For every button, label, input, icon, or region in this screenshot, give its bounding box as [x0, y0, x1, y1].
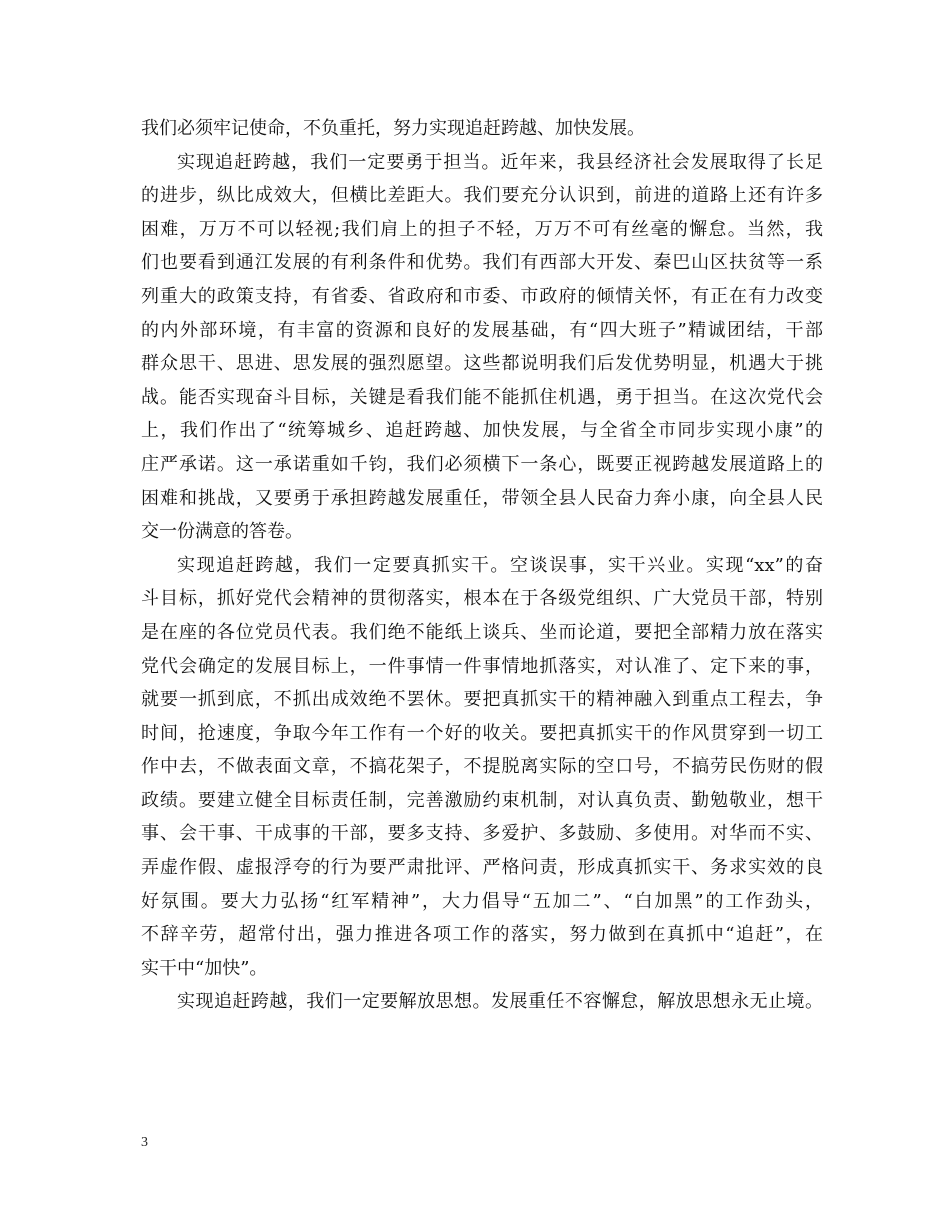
text-line: 是在座的各位党员代表。我们绝不能纸上谈兵、坐而论道，要把全部精力放在落实 [141, 621, 823, 643]
text-line: 实干中“加快”。 [141, 957, 268, 979]
text-line: 事、会干事、干成事的干部，要多支持、多爱护、多鼓励、多使用。对华而不实、 [141, 823, 823, 845]
text-line: 斗目标，抓好党代会精神的贯彻落实，根本在于各级党组织、广大党员干部，特别 [141, 588, 823, 610]
text-line: 们也要看到通江发展的有利条件和优势。我们有西部大开发、秦巴山区扶贫等一系 [141, 252, 823, 274]
text-line: 弄虚作假、虚报浮夸的行为要严肃批评、严格问责，形成真抓实干、务求实效的良 [141, 857, 823, 879]
text-line: 不辞辛劳，超常付出，强力推进各项工作的落实，努力做到在真抓中“追赶”，在 [141, 924, 823, 946]
text-line: 作中去，不做表面文章，不搞花架子，不提脱离实际的空口号，不搞劳民伤财的假 [141, 756, 823, 778]
document-body [141, 112, 823, 1019]
text-line: 战。能否实现奋斗目标，关键是看我们能不能抓住机遇，勇于担当。在这次党代会 [141, 386, 823, 408]
text-line: 困难，万万不可以轻视;我们肩上的担子不轻，万万不可有丝毫的懈怠。当然，我 [141, 218, 823, 240]
text-line: 就要一抓到底，不抓出成效绝不罢休。要把真抓实干的精神融入到重点工程去，争 [141, 689, 823, 711]
text-line: 庄严承诺。这一承诺重如千钧，我们必须横下一条心，既要正视跨越发展道路上的 [141, 453, 823, 475]
text-line: 上，我们作出了“统筹城乡、追赶跨越、加快发展，与全省全市同步实现小康”的 [141, 420, 823, 442]
page-number: 3 [141, 1135, 148, 1150]
text-line: 实现追赶跨越，我们一定要真抓实干。空谈误事，实干兴业。实现“xx”的奋 [177, 554, 823, 576]
text-line: 我们必须牢记使命，不负重托，努力实现追赶跨越、加快发展。 [141, 118, 645, 139]
text-line: 群众思干、思进、思发展的强烈愿望。这些都说明我们后发优势明显，机遇大于挑 [141, 353, 823, 375]
text-line: 政绩。要建立健全目标责任制，完善激励约束机制，对认真负责、勤勉敬业，想干 [141, 789, 823, 811]
text-line: 实现追赶跨越，我们一定要解放思想。发展重任不容懈怠，解放思想永无止境。 [177, 991, 823, 1013]
text-line: 交一份满意的答卷。 [141, 521, 303, 543]
text-line: 的内外部环境，有丰富的资源和良好的发展基础，有“四大班子”精诚团结，干部 [141, 319, 823, 341]
text-line: 困难和挑战，又要勇于承担跨越发展重任，带领全县人民奋力奔小康，向全县人民 [141, 487, 823, 509]
text-line: 的进步，纵比成效大，但横比差距大。我们要充分认识到，前进的道路上还有许多 [141, 185, 823, 207]
text-line: 时间，抢速度，争取今年工作有一个好的收关。要把真抓实干的作风贯穿到一切工 [141, 722, 823, 744]
text-line: 好氛围。要大力弘扬“红军精神”，大力倡导“五加二”、“白加黑”的工作劲头， [141, 890, 823, 912]
text-line: 实现追赶跨越，我们一定要勇于担当。近年来，我县经济社会发展取得了长足 [177, 151, 823, 173]
text-line: 党代会确定的发展目标上，一件事情一件事情地抓落实，对认准了、定下来的事， [141, 655, 823, 677]
text-line: 列重大的政策支持，有省委、省政府和市委、市政府的倾情关怀，有正在有力改变 [141, 285, 823, 307]
